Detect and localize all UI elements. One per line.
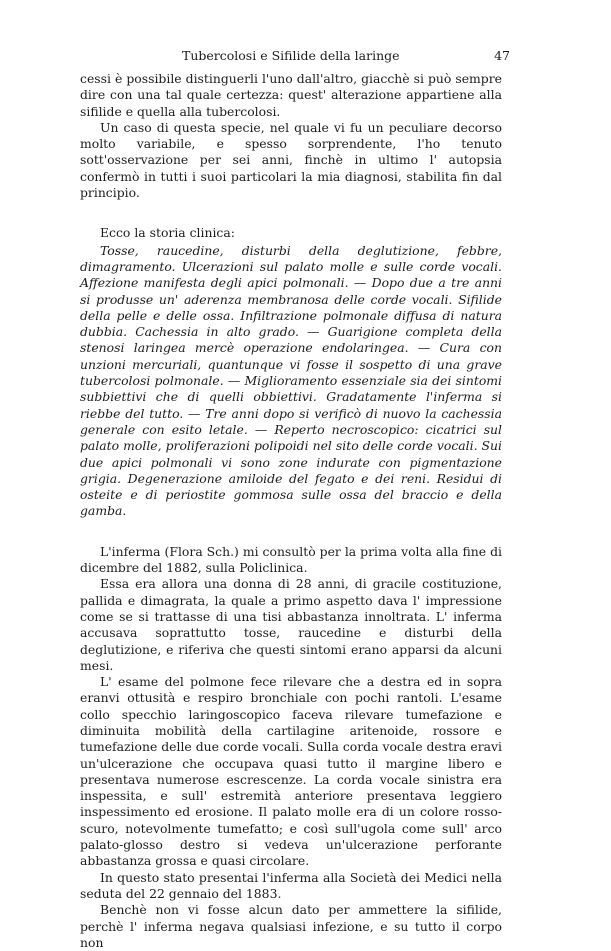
page-number: 47 [494,48,510,63]
paragraph-patient-description: Essa era allora una donna di 28 anni, di gracile costituzione, pallida e dimagrata, la quale a primo aspetto dava l' impressione come se si trattasse di una tisi abbastanza innoltrata. L' inferma accusava soprattutto tosse, raucedine e disturbi della deglutizione, e riferiva che questi sintomi erano apparsi da alcuni mesi. [80,576,502,673]
clinical-summary: Tosse, raucedine, disturbi della deglutizione, febbre, dimagramento. Ulcerazioni sul palato molle e sulle corde vocali. Affezione manifesta degli apici polmonali. — Dopo due a tre anni si produsse un' aderenza membranosa delle corde vocali. Sifilide della pelle e delle ossa. Infiltrazione polmonale diffusa di natura dubbia. Cachessia in alto grado. — Guarigione completa della stenosi laringea mercè operazione endolaringea. — Cura con unzioni mercuriali, quantunque vi fosse il sospetto di una grave tubercolosi polmonale. — Miglioramento essenziale sia dei sintomi subbiettivi che di quelli obbiettivi. Gradatamente l'inferma si riebbe del tutto. — Tre anni dopo si verificò di nuovo la cachessia generale con esito letale. — Reperto necroscopico: cicatrici sul palato molle, proliferazioni polipoidi nel sito delle corde vocali. Sui due apici polmonali vi sono zone indurate con pigmentazione grigia. Degenerazione amiloide del fegato e dei reni. Residui di osteite e di periostite gommosa sulle ossa del braccio e della gamba. [80,242,502,519]
paragraph-presentation: In questo stato presentai l'inferma alla Società dei Medici nella seduta del 22 gennaio del 1883. [80,869,502,901]
paragraph-syphilis: Benchè non vi fosse alcun dato per ammettere la sifilide, perchè l' inferma negava qualsiasi infezione, e su tutto il corpo non [80,902,502,950]
page-body [80,71,502,951]
paragraph-continuation: cessi è possibile distinguerli l'uno dall'altro, giacchè si può sempre dire con una tal quale certezza: quest' alterazione appartiene alla sifilide e quella alla tubercolosi. [80,71,502,119]
paragraph-case-intro: Un caso di questa specie, nel quale vi fu un peculiare decorso molto variabile, e spesso sorprendente, l'ho tenuto sott'osservazione per sei anni, finchè in ultimo l' autopsia confermò in tutti i suoi particolari la mia diagnosi, stabilita fin dal principio. [80,119,502,201]
paragraph-examination: L' esame del polmone fece rilevare che a destra ed in sopra eranvi ottusità e respiro bronchiale con pochi rantoli. L'esame collo specchio laringoscopico faceva rilevare tumefazione e diminuita mobilità della cartilagine aritenoide, rossore e tumefazione delle due corde vocali. Sulla corda vocale destra eravi un'ulcerazione che occupava quasi tutto il margine libero e presentava numerose escrescenze. La corda vocale sinistra era inspessita, e sull' estremità anteriore presentava leggiero inspessimento ed erosione. Il palato molle era di un colore rosso-scuro, notevolmente tumefatto; e così sull'ugola come sull' arco palato-glosso destro si vedeva un'ulcerazione perforante abbastanza grossa e quasi circolare. [80,674,502,869]
running-title: Tubercolosi e Sifilide della laringe [182,48,400,63]
spacer [80,520,502,544]
paragraph-first-visit: L'inferma (Flora Sch.) mi consultò per la prima volta alla fine di dicembre del 1882, sulla Policlinica. [80,543,502,576]
clinical-history-heading: Ecco la storia clinica: [100,225,235,241]
spacer [80,201,502,225]
running-header [80,47,510,65]
